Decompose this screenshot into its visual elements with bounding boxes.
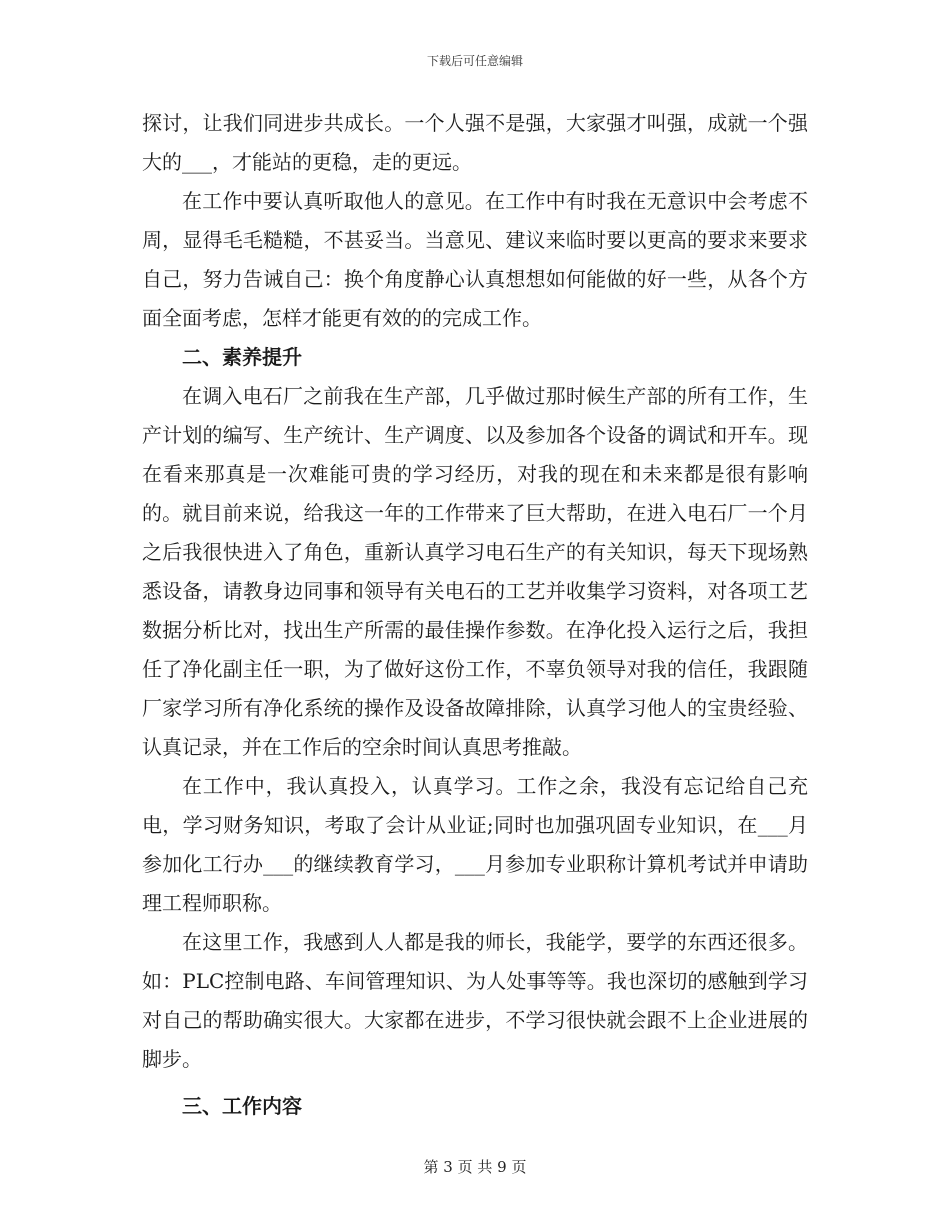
paragraph-listen-opinions: 在工作中要认真听取他人的意见。在工作中有时我在无意识中会考虑不周，显得毛毛糙糙，不甚妥当。当意见、建议来临时要以更高的要求来要求自己，努力告诫自己：换个角度静心认真想想如何能做的好一些，从各个方面全面考虑，怎样才能更有效的的完成工作。 (142, 189, 808, 330)
section-heading-work-content: 三、工作内容 (182, 1094, 302, 1118)
page-header: 下载后可任意编辑 (426, 54, 523, 68)
paragraph-production-experience: 在调入电石厂之前我在生产部，几乎做过那时候生产部的所有工作，生产计划的编写、生产统计、生产调度、以及参加各个设备的调试和开车。现在看来那真是一次难能可贵的学习经历，对我的现在和未来都是很有影响的。就目前来说，给我这一年的工作带来了巨大帮助，在进入电石厂一个月之后我很快进入了角色，重新认真学习电石生产的有关知识，每天下现场熟悉设备，请教身边同事和领导有关电石的工艺并收集学习资料，对各项工艺数据分析比对，找出生产所需的最佳操作参数。在净化投入运行之后，我担任了净化副主任一职，为了做好这份工作，不辜负领导对我的信任，我跟随厂家学习所有净化系统的操作及设备故障排除，认真学习他人的宝贵经验、认真记录，并在工作后的空余时间认真思考推敲。 (142, 384, 808, 759)
paragraph-learning: 在工作中，我认真投入，认真学习。工作之余，我没有忘记给自己充电，学习财务知识，考取了会计从业证;同时也加强巩固专业知识，在___月参加化工行办___的继续教育学习，___月参加专业职称计算机考试并申请助理工程师职称。 (142, 774, 808, 915)
paragraph-mentors: 在这里工作，我感到人人都是我的师长，我能学，要学的东西还很多。如：PLC控制电路、车间管理知识、为人处事等等。我也深切的感触到学习对自己的帮助确实很大。大家都在进步，不学习很快就会跟不上企业进展的脚步。 (142, 930, 808, 1071)
section-heading-quality: 二、素养提升 (182, 345, 302, 369)
document-body (142, 104, 808, 1126)
paragraph-continued: 探讨，让我们同进步共成长。一个人强不是强，大家强才叫强，成就一个强大的___，才能站的更稳，走的更远。 (142, 111, 808, 174)
page-number: 第 3 页 共 9 页 (423, 1158, 527, 1176)
